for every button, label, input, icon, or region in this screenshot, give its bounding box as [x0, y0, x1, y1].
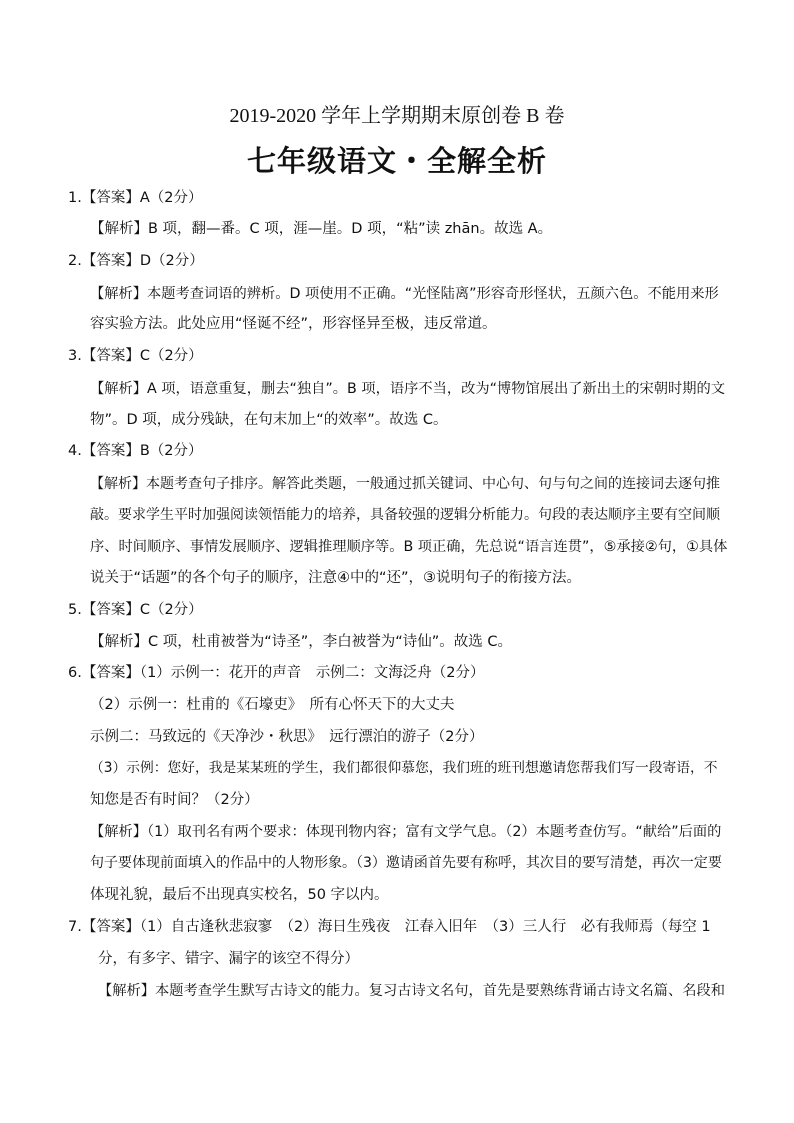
- analysis-q4-line-1: 【解析】本题考查句子排序。解答此类题，一般通过抓关键词、中心句、句与句之间的连接词去逐句推: [90, 476, 720, 492]
- analysis-q6-line-2: 句子要体现前面填入的作品中的人物形象。（3）邀请函首先要有称呼，其次目的要写清楚，再次一定要: [90, 855, 722, 871]
- document-subtitle: 七年级语文・全解全析: [246, 144, 547, 178]
- analysis-q2-line-1: 【解析】本题考查词语的辨析。D 项使用不正确。“光怪陆离”形容奇形怪状，五颜六色。不能用来形: [90, 286, 719, 302]
- answer-q4: 4.【答案】B（2分）: [68, 443, 203, 459]
- answer-q6-line-1: （2）示例一：杜甫的《石壕吏》 所有心怀天下的大丈夫: [90, 697, 455, 713]
- answer-q6-line-3: （3）示例：您好，我是某某班的学生，我们都很仰慕您，我们班的班刊想邀请您帮我们写一段寄语，不: [90, 760, 718, 776]
- analysis-q7-line-1: 【解析】本题考查学生默写古诗文的能力。复习古诗文名句，首先是要熟练背诵古诗文名篇、名段和: [98, 983, 726, 999]
- answer-q5: 5.【答案】C（2分）: [68, 602, 203, 618]
- analysis-q1-line-1: 【解析】B 项，翻—番。C 项，涯—崖。D 项，“粘”读 zhān。故选 A。: [90, 221, 553, 237]
- answer-q1: 1.【答案】A（2分）: [68, 190, 203, 206]
- analysis-q4-line-3: 序、时间顺序、事情发展顺序、逻辑推理顺序等。B 项正确，先总说“语言连贯”，⑤承接②句，①具体: [90, 539, 728, 555]
- analysis-q4-line-2: 敲。要求学生平时加强阅读领悟能力的培养，具备较强的逻辑分析能力。句段的表达顺序主要有空间顺: [90, 507, 720, 523]
- analysis-q3-line-1: 【解析】A 项，语意重复，删去“独自”。B 项，语序不当，改为“博物馆展出了新出土的宋朝时期的文: [90, 381, 725, 397]
- analysis-q4-line-4: 说关于“话题”的各个句子的顺序，注意④中的“还”，③说明句子的衔接方法。: [90, 570, 582, 586]
- analysis-q6-line-3: 体现礼貌，最后不出现真实校名，50 字以内。: [90, 887, 389, 903]
- answer-q2: 2.【答案】D（2分）: [68, 253, 204, 269]
- answer-q7: 7.【答案】（1）自古逢秋悲寂寥 （2）海日生残夜 江春入旧年 （3）三人行 必有我师焉（每空 1: [68, 919, 711, 935]
- answer-q7-continued: 分，有多字、错字、漏字的该空不得分）: [98, 951, 359, 967]
- analysis-q5-line-1: 【解析】C 项，杜甫被誉为“诗圣”，李白被誉为“诗仙”。故选 C。: [90, 634, 513, 650]
- document-title: 2019-2020 学年上学期期末原创卷 B 卷: [229, 105, 565, 127]
- answer-q6: 6.【答案】（1）示例一：花开的声音 示例二：文海泛舟（2分）: [68, 665, 485, 681]
- analysis-q2-line-2: 容实验方法。此处应用“怪诞不经”，形容怪异至极，违反常道。: [90, 316, 497, 332]
- answer-q6-line-4: 知您是否有时间？（2分）: [90, 792, 259, 808]
- answer-q6-line-2: 示例二：马致远的《天净沙・秋思》 远行漂泊的游子（2分）: [90, 729, 484, 745]
- analysis-q6-line-1: 【解析】（1）取刊名有两个要求：体现刊物内容；富有文学气息。（2）本题考查仿写。“献给”后面的: [90, 824, 722, 840]
- analysis-q3-line-2: 物”。D 项，成分残缺，在句末加上“的效率”。故选 C。: [90, 412, 448, 428]
- answer-q3: 3.【答案】C（2分）: [68, 348, 203, 364]
